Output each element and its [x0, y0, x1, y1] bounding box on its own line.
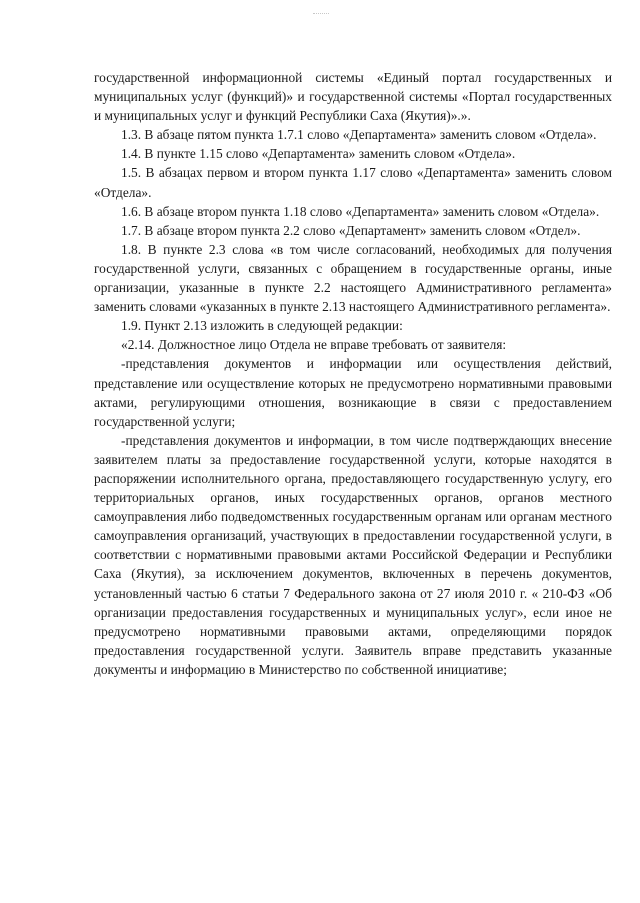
paragraph-continuation: государственной информационной системы «Единый портал государственных и муниципальных услуг (функций)» и государственной системы «Портал государственных и муниципальных услуг и функций Республики Саха (Якутия)».». [94, 70, 612, 124]
paragraph-dash-2: -представления документов и информации, в том числе подтверждающих внесение заявителем платы за предоставление государственной услуги, которые находятся в распоряжении исполнительного органа, предоставляющего государственную услугу, его территориальных органов, иных государственных органов, органов местного самоуправления либо подведомственных государственным органам или органам местного самоуправления организаций, участвующих в предоставлении государственной услуги, в соответствии с нормативными правовыми актами Российской Федерации и Республики Саха (Якутия), за исключением документов, включенных в перечень документов, установленный частью 6 статьи 7 Федерального закона от 27 июля 2010 г. « 210-ФЗ «Об организации предоставления государственных и муниципальных услуг», если иное не предусмотрено нормативными правовыми актами, определяющими порядок предоставления государственной услуги. Заявитель вправе представить указанные документы и информацию в Министерство по собственной инициативе; [94, 432, 612, 677]
scan-mark [313, 13, 329, 16]
paragraph-1-4: 1.4. В пункте 1.15 слово «Департамента» заменить словом «Отдела». [121, 146, 516, 162]
document-body [94, 68, 612, 679]
paragraph-1-7: 1.7. В абзаце втором пункта 2.2 слово «Департамент» заменить словом «Отдел». [121, 222, 581, 238]
paragraph-1-5: 1.5. В абзацах первом и втором пункта 1.17 слово «Департамента» заменить словом «Отдела». [94, 165, 612, 200]
paragraph-dash-1: -представления документов и информации или осуществления действий, представление или осуществление которых не предусмотрено нормативными правовыми актами, регулирующими отношения, возникающие в связи с предоставлением государственной услуги; [94, 356, 612, 429]
paragraph-2-14: «2.14. Должностное лицо Отдела не вправе требовать от заявителя: [121, 337, 507, 353]
paragraph-1-3: 1.3. В абзаце пятом пункта 1.7.1 слово «Департамента» заменить словом «Отдела». [121, 127, 597, 143]
paragraph-1-9: 1.9. Пункт 2.13 изложить в следующей редакции: [121, 318, 403, 334]
paragraph-1-6: 1.6. В абзаце втором пункта 1.18 слово «Департамента» заменить словом «Отдела». [121, 203, 600, 219]
paragraph-1-8: 1.8. В пункте 2.3 слова «в том числе согласований, необходимых для получения государственной услуги, связанных с обращением в государственные органы, иные организации, указанные в пункте 2.2 настоящего Административного регламента» заменить словами «указанных в пункте 2.13 настоящего Административного регламента». [94, 241, 612, 315]
